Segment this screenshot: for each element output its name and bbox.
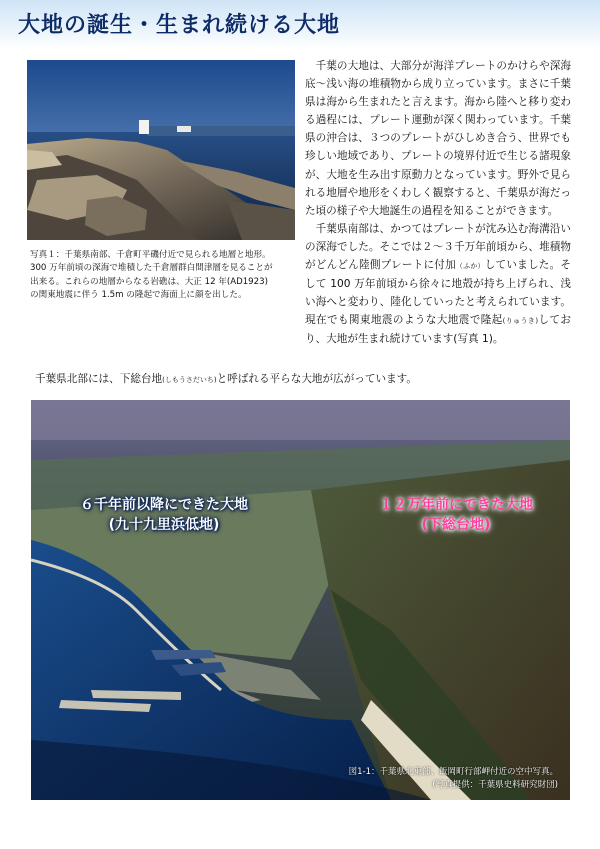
caption-line: 300 万年前頃の深海で堆積した千倉層群白間津層を見ることが [30,263,273,274]
photo2-caption-line2: (写真提供：千葉県史料研究財団) [432,780,558,790]
ruby-reading: (しもうさだいち) [162,376,217,384]
lead-text: と呼ばれる平らな大地が広がっています。 [216,373,418,385]
aerial-photo [31,400,570,800]
lowland-label-line1: ６千年前以降にできた大地 [80,497,248,513]
lowland-label [79,495,249,535]
aerial-image [31,400,570,800]
body-text [305,57,571,349]
paragraph-2 [305,220,571,349]
ruby-reading: (りゅうき) [502,317,539,326]
page-title: 大地の誕生・生まれ続ける大地 [18,13,341,38]
caption-line: 写真１：千葉県南部、千倉町平磯付近で見られる地層と地形。 [30,250,271,260]
ruby-reading: （ふか） [455,262,485,271]
photo2-caption [318,766,558,792]
lowland-label-line2: (九十九里浜低地) [108,517,220,533]
plateau-label-line1: １２万年前にできた大地 [379,497,533,513]
lead-sentence [35,371,575,386]
paragraph-2-text: していました。そして 100 万年前頃から徐々に地殻が持ち上げられ、浅い海へと変わり、陸化していったと考えられています。現在でも関東地震のような大地震で隆起 [305,259,571,327]
photo2-caption-line1: 図1-1：千葉県北東部、飯岡町行部岬付近の空中写真。 [348,767,558,777]
coastal-rock-image [27,60,295,240]
caption-line: の関東地震に伴う 1.5m の隆起で海面上に顔を出した。 [30,290,247,301]
paragraph-1: 千葉の大地は、大部分が海洋プレートのかけらや深海底～浅い海の堆積物から成り立っています。まさに千葉県は海から生まれたと言えます。海から陸へと移り変わる過程には、プレート運動が深く関わっています。千葉県の沖合は、３つのプレートがひしめき合う、世界でも珍しい地域であり、プレートの境界付近で生じる諸現象が、大地を生み出す原動力となっています。野外で見られる地層や地形をくわしく観察すると、千葉県が海だった頃の様子や大地誕生の過程を知ることができます。 [305,60,571,217]
paragraph-2-text: 千葉県南部は、かつてはプレートが沈み込む海溝沿いの深海でした。そこでは２～３千万年前頃から、堆積物がどんどん陸側プレートに付加 [305,222,571,272]
paragraph-2-text: しており、大地が生まれ続けています(写真 1)。 [305,314,572,346]
plateau-label-line2: (下総台地) [421,517,491,533]
lead-text: 千葉県北部には、下総台地 [35,373,163,385]
caption-line: 出来る。これらの地層からなる岩礁は、大正 12 年(AD1923) [30,276,268,287]
photo1-caption [30,249,296,303]
plateau-label [361,495,551,535]
title-banner [0,0,600,50]
coastal-rock-photo [27,60,295,240]
